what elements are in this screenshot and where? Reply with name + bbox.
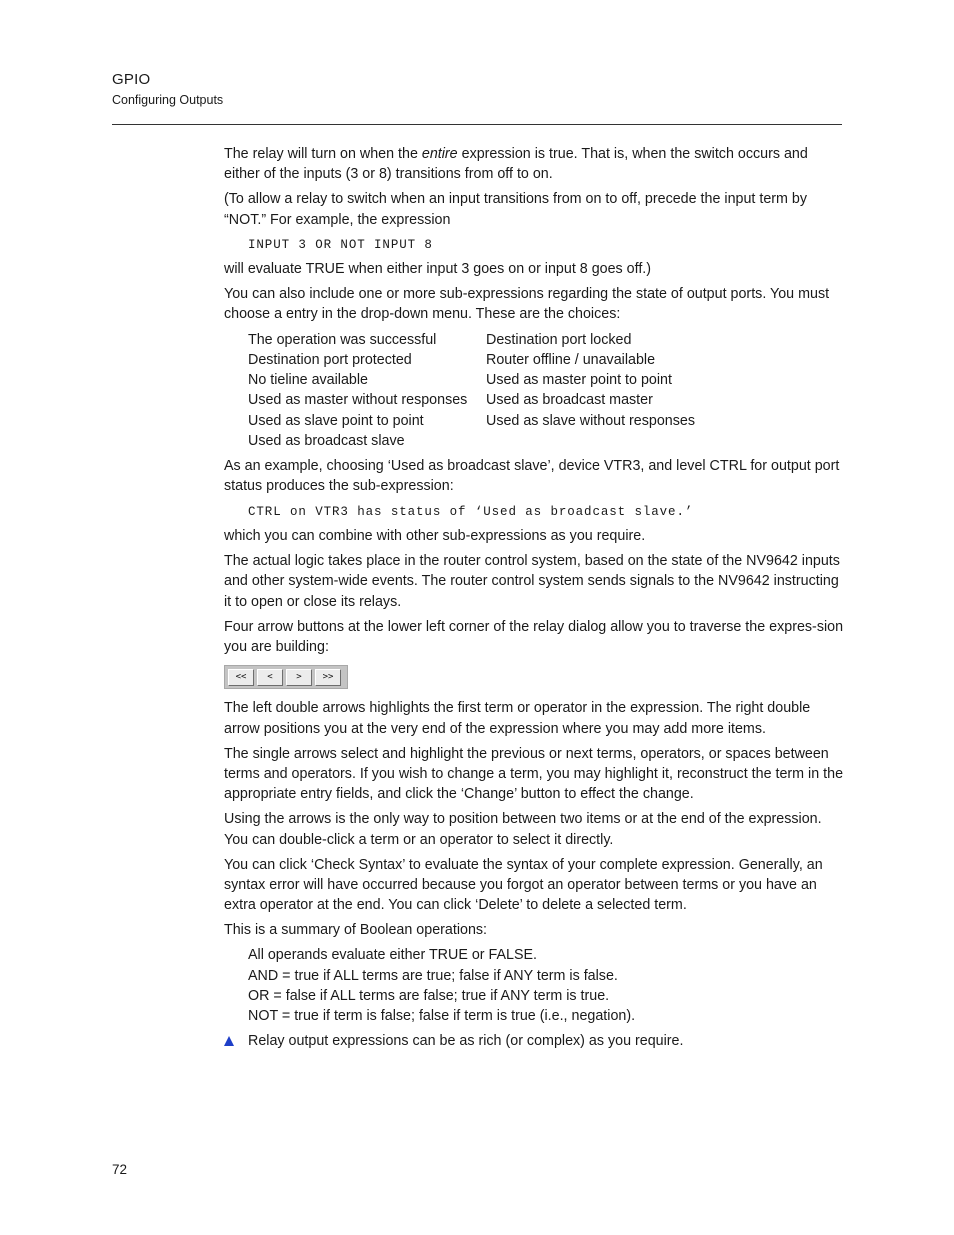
choices-list xyxy=(224,330,844,452)
choice-item: The operation was successful xyxy=(248,331,437,348)
page-body xyxy=(224,144,844,1057)
paragraph: The actual logic takes place in the router control system, based on the state of the NV9642 inputs and other system-wide events. The router control system sends signals to the NV9642 instructing it to open or close its relays. xyxy=(224,552,840,610)
paragraph: (To allow a relay to switch when an input transitions from on to off, precede the input term by “NOT.” For example, the expression xyxy=(224,191,808,228)
paragraph: As an example, choosing ‘Used as broadcast slave’, device VTR3, and level CTRL for output port status produces the sub-expression: xyxy=(224,458,840,495)
tip-text: Relay output expressions can be as rich (or complex) as you require. xyxy=(248,1033,684,1050)
choice-item: No tieline available xyxy=(248,372,369,389)
arrow-button-strip xyxy=(224,665,348,689)
choice-item: Used as slave point to point xyxy=(248,412,424,429)
choice-item: Used as slave without responses xyxy=(486,412,696,429)
paragraph: Four arrow buttons at the lower left corner of the relay dialog allow you to traverse the expres-sion you are building: xyxy=(224,618,844,655)
choice-item: Destination port locked xyxy=(486,331,632,348)
paragraph: Using the arrows is the only way to position between two items or at the end of the expression. You can double-click a term or an operator to select it directly. xyxy=(224,811,822,848)
boolean-summary-list xyxy=(224,945,844,1026)
summary-item: All operands evaluate either TRUE or FALSE. xyxy=(248,947,538,964)
previous-term-button[interactable]: < xyxy=(257,669,283,686)
choice-item: Used as master without responses xyxy=(248,392,468,409)
triangle-bullet-icon xyxy=(224,1036,234,1046)
summary-item: OR = false if ALL terms are false; true if ANY term is true. xyxy=(248,988,610,1005)
emphasis-text: entire xyxy=(421,146,458,162)
tip-paragraph xyxy=(224,1031,844,1051)
header-subtitle: Configuring Outputs xyxy=(112,93,224,107)
paragraph: which you can combine with other sub-expressions as you require. xyxy=(224,527,646,544)
header-title: GPIO xyxy=(112,71,151,88)
paragraph: will evaluate TRUE when either input 3 goes on or input 8 goes off.) xyxy=(224,261,652,278)
choice-item: Router offline / unavailable xyxy=(486,351,656,368)
header-divider xyxy=(112,124,842,125)
paragraph: The single arrows select and highlight the previous or next terms, operators, or spaces between terms and operators. If you wish to change a term, you may highlight it, reconstruct the term in the appropriate entry fields, and click the ‘Change’ button to effect the change. xyxy=(224,745,844,803)
summary-item: AND = true if ALL terms are true; false if ANY term is false. xyxy=(248,967,618,984)
page-number: 72 xyxy=(112,1162,128,1177)
next-term-button[interactable]: > xyxy=(286,669,312,686)
paragraph: You can click ‘Check Syntax’ to evaluate the syntax of your complete expression. Generally, an syntax error will have occurred because you forgot an operator between terms or you have an extra operator at the end. You can click ‘Delete’ to delete a selected term. xyxy=(224,856,823,914)
choice-item: Destination port protected xyxy=(248,351,412,368)
paragraph: The left double arrows highlights the first term or operator in the expression. The right double arrow positions you at the very end of the expression where you may add more items. xyxy=(224,700,811,737)
choice-item: Used as broadcast master xyxy=(486,392,653,409)
code-example: INPUT 3 OR NOT INPUT 8 xyxy=(248,237,433,252)
summary-item: NOT = true if term is false; false if term is true (i.e., negation). xyxy=(248,1008,636,1025)
first-term-button[interactable]: << xyxy=(228,669,254,686)
choice-item: Used as broadcast slave xyxy=(248,433,405,450)
paragraph xyxy=(224,144,844,185)
paragraph: You can also include one or more sub-expressions regarding the state of output ports. You must choose a entry in the drop-down menu. These are the choices: xyxy=(224,286,830,323)
paragraph-text: expression is true. That is, when the switch occurs and either of the inputs (3 or 8) transitions from off to on. xyxy=(224,146,808,183)
choice-item: Used as master point to point xyxy=(486,372,672,389)
last-term-button[interactable]: >> xyxy=(315,669,341,686)
paragraph-text: The relay will turn on when the xyxy=(224,146,422,162)
paragraph: This is a summary of Boolean operations: xyxy=(224,922,488,939)
code-example: CTRL on VTR3 has status of ‘Used as broadcast slave.’ xyxy=(248,504,694,519)
